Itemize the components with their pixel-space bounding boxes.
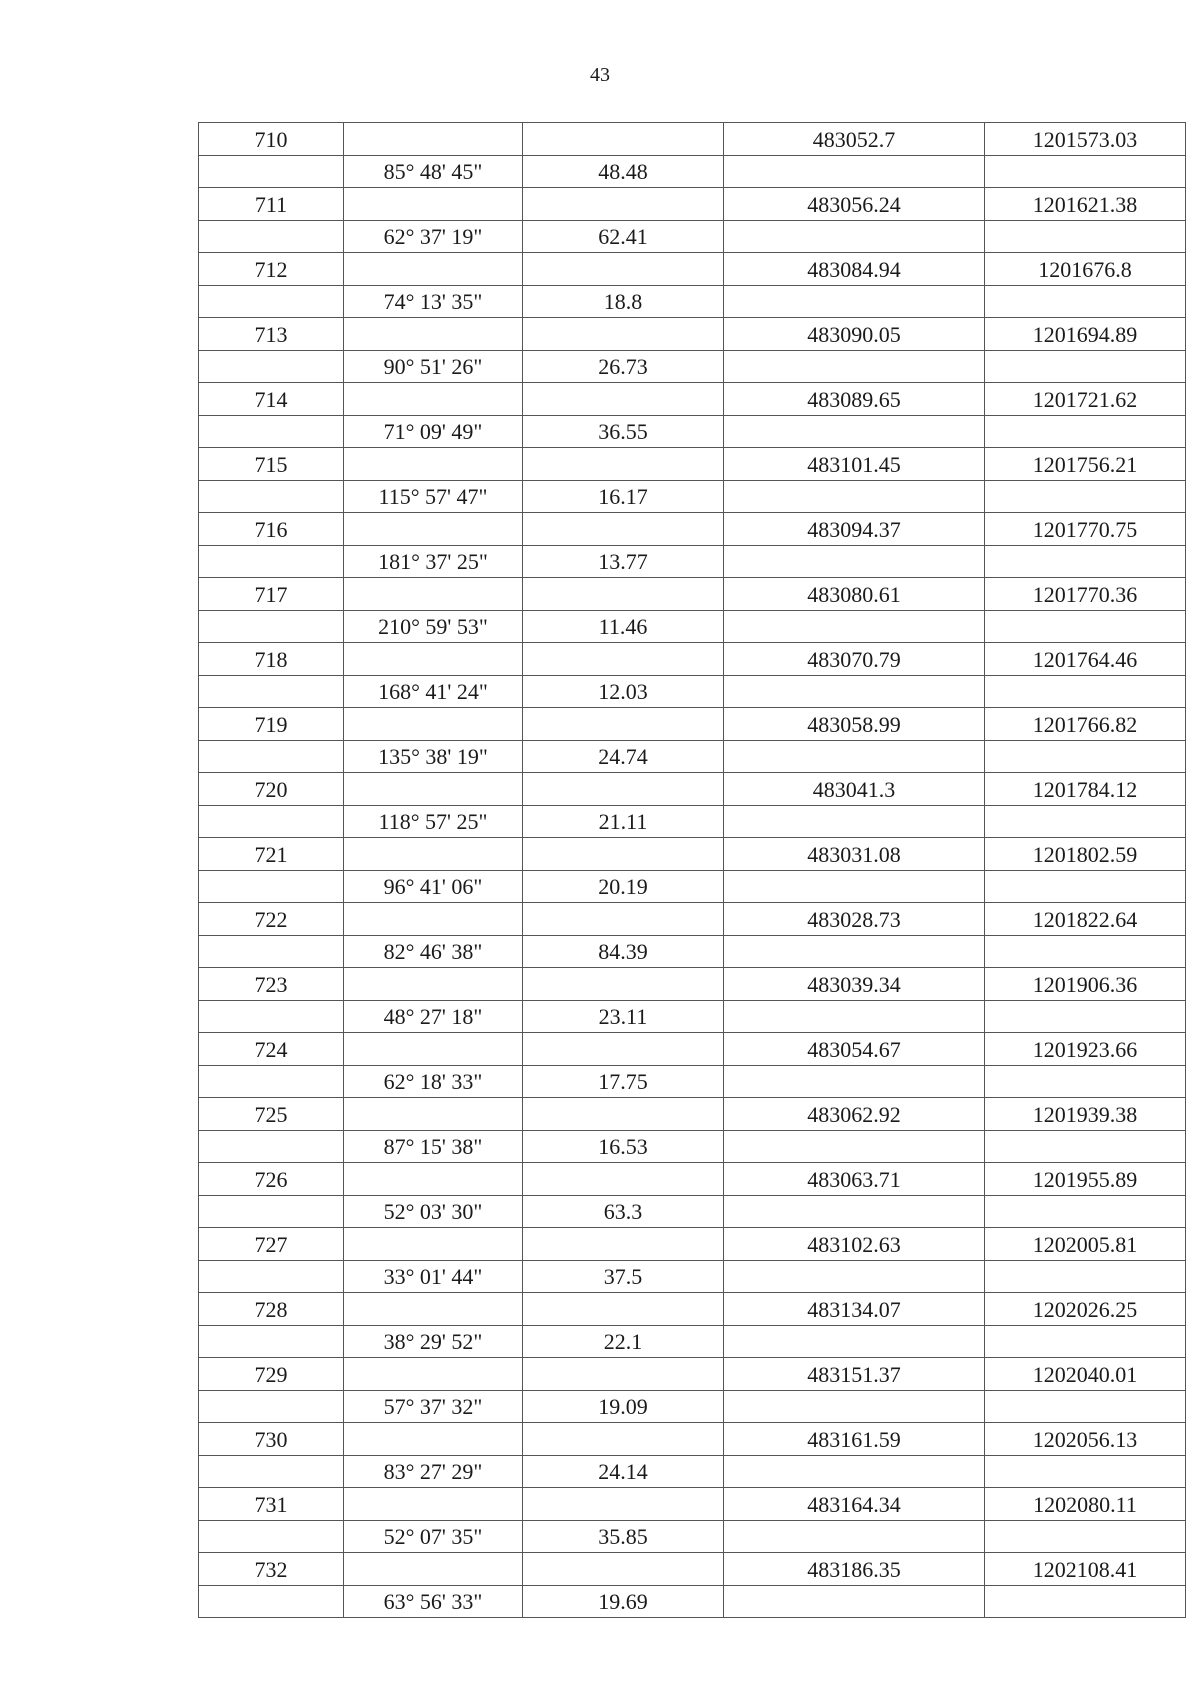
point-number-cell: 732 xyxy=(199,1553,344,1586)
x-coordinate-cell: 483041.3 xyxy=(724,773,985,806)
direction-angle-cell: 52° 07' 35" xyxy=(344,1521,523,1553)
point-row xyxy=(199,708,1186,741)
point-number-cell xyxy=(199,936,344,968)
direction-angle-cell xyxy=(344,123,523,156)
y-coordinate-cell xyxy=(985,1391,1186,1423)
y-coordinate-cell: 1202056.13 xyxy=(985,1423,1186,1456)
x-coordinate-cell xyxy=(724,1001,985,1033)
y-coordinate-cell xyxy=(985,936,1186,968)
x-coordinate-cell xyxy=(724,871,985,903)
direction-angle-cell: 181° 37' 25" xyxy=(344,546,523,578)
x-coordinate-cell xyxy=(724,481,985,513)
point-number-cell xyxy=(199,1066,344,1098)
x-coordinate-cell: 483101.45 xyxy=(724,448,985,481)
y-coordinate-cell xyxy=(985,1131,1186,1163)
coordinates-table-body xyxy=(199,123,1186,1618)
point-number-cell: 712 xyxy=(199,253,344,286)
direction-angle-cell: 71° 09' 49" xyxy=(344,416,523,448)
y-coordinate-cell: 1201770.75 xyxy=(985,513,1186,546)
point-number-cell xyxy=(199,546,344,578)
point-number-cell: 711 xyxy=(199,188,344,221)
direction-angle-cell: 63° 56' 33" xyxy=(344,1586,523,1618)
direction-angle-cell: 90° 51' 26" xyxy=(344,351,523,383)
y-coordinate-cell: 1201770.36 xyxy=(985,578,1186,611)
point-number-cell: 727 xyxy=(199,1228,344,1261)
distance-cell: 62.41 xyxy=(523,221,724,253)
y-coordinate-cell xyxy=(985,1521,1186,1553)
point-number-cell: 723 xyxy=(199,968,344,1001)
segment-row xyxy=(199,1001,1186,1033)
point-row xyxy=(199,513,1186,546)
point-number-cell xyxy=(199,156,344,188)
y-coordinate-cell xyxy=(985,871,1186,903)
segment-row xyxy=(199,1521,1186,1553)
point-number-cell: 721 xyxy=(199,838,344,871)
x-coordinate-cell: 483054.67 xyxy=(724,1033,985,1066)
distance-cell: 16.17 xyxy=(523,481,724,513)
distance-cell: 13.77 xyxy=(523,546,724,578)
y-coordinate-cell: 1201573.03 xyxy=(985,123,1186,156)
point-number-cell: 720 xyxy=(199,773,344,806)
point-row xyxy=(199,1098,1186,1131)
x-coordinate-cell xyxy=(724,676,985,708)
point-row xyxy=(199,448,1186,481)
x-coordinate-cell: 483062.92 xyxy=(724,1098,985,1131)
point-number-cell: 715 xyxy=(199,448,344,481)
direction-angle-cell: 62° 37' 19" xyxy=(344,221,523,253)
y-coordinate-cell xyxy=(985,1586,1186,1618)
direction-angle-cell xyxy=(344,1293,523,1326)
distance-cell: 35.85 xyxy=(523,1521,724,1553)
y-coordinate-cell: 1201939.38 xyxy=(985,1098,1186,1131)
segment-row xyxy=(199,741,1186,773)
y-coordinate-cell: 1201822.64 xyxy=(985,903,1186,936)
x-coordinate-cell: 483134.07 xyxy=(724,1293,985,1326)
segment-row xyxy=(199,1326,1186,1358)
point-number-cell: 718 xyxy=(199,643,344,676)
x-coordinate-cell: 483056.24 xyxy=(724,188,985,221)
point-number-cell: 713 xyxy=(199,318,344,351)
segment-row xyxy=(199,1131,1186,1163)
point-row xyxy=(199,1228,1186,1261)
y-coordinate-cell xyxy=(985,806,1186,838)
point-row xyxy=(199,968,1186,1001)
segment-row xyxy=(199,936,1186,968)
point-number-cell xyxy=(199,611,344,643)
direction-angle-cell: 57° 37' 32" xyxy=(344,1391,523,1423)
x-coordinate-cell xyxy=(724,221,985,253)
point-number-cell xyxy=(199,741,344,773)
y-coordinate-cell: 1201906.36 xyxy=(985,968,1186,1001)
x-coordinate-cell xyxy=(724,936,985,968)
point-number-cell xyxy=(199,1131,344,1163)
x-coordinate-cell: 483052.7 xyxy=(724,123,985,156)
x-coordinate-cell xyxy=(724,1131,985,1163)
point-row xyxy=(199,188,1186,221)
point-number-cell: 719 xyxy=(199,708,344,741)
y-coordinate-cell: 1201766.82 xyxy=(985,708,1186,741)
direction-angle-cell: 74° 13' 35" xyxy=(344,286,523,318)
direction-angle-cell xyxy=(344,1423,523,1456)
point-row xyxy=(199,253,1186,286)
y-coordinate-cell xyxy=(985,1326,1186,1358)
point-row xyxy=(199,903,1186,936)
x-coordinate-cell: 483039.34 xyxy=(724,968,985,1001)
point-number-cell: 731 xyxy=(199,1488,344,1521)
segment-row xyxy=(199,221,1186,253)
point-row xyxy=(199,123,1186,156)
direction-angle-cell: 33° 01' 44" xyxy=(344,1261,523,1293)
distance-cell: 36.55 xyxy=(523,416,724,448)
distance-cell: 12.03 xyxy=(523,676,724,708)
direction-angle-cell xyxy=(344,253,523,286)
point-row xyxy=(199,643,1186,676)
direction-angle-cell: 82° 46' 38" xyxy=(344,936,523,968)
x-coordinate-cell xyxy=(724,1326,985,1358)
segment-row xyxy=(199,611,1186,643)
segment-row xyxy=(199,1261,1186,1293)
segment-row xyxy=(199,1066,1186,1098)
distance-cell xyxy=(523,838,724,871)
point-number-cell xyxy=(199,221,344,253)
x-coordinate-cell xyxy=(724,611,985,643)
direction-angle-cell xyxy=(344,578,523,611)
direction-angle-cell xyxy=(344,188,523,221)
point-number-cell: 724 xyxy=(199,1033,344,1066)
y-coordinate-cell: 1201764.46 xyxy=(985,643,1186,676)
direction-angle-cell xyxy=(344,318,523,351)
direction-angle-cell: 87° 15' 38" xyxy=(344,1131,523,1163)
y-coordinate-cell xyxy=(985,481,1186,513)
point-number-cell: 716 xyxy=(199,513,344,546)
point-row xyxy=(199,1488,1186,1521)
segment-row xyxy=(199,871,1186,903)
point-number-cell: 725 xyxy=(199,1098,344,1131)
direction-angle-cell xyxy=(344,1033,523,1066)
distance-cell: 22.1 xyxy=(523,1326,724,1358)
direction-angle-cell xyxy=(344,838,523,871)
x-coordinate-cell: 483089.65 xyxy=(724,383,985,416)
distance-cell xyxy=(523,708,724,741)
y-coordinate-cell xyxy=(985,416,1186,448)
distance-cell xyxy=(523,1228,724,1261)
x-coordinate-cell xyxy=(724,1586,985,1618)
direction-angle-cell: 168° 41' 24" xyxy=(344,676,523,708)
point-number-cell xyxy=(199,1456,344,1488)
y-coordinate-cell: 1202080.11 xyxy=(985,1488,1186,1521)
direction-angle-cell: 115° 57' 47" xyxy=(344,481,523,513)
distance-cell: 23.11 xyxy=(523,1001,724,1033)
distance-cell: 24.14 xyxy=(523,1456,724,1488)
segment-row xyxy=(199,1391,1186,1423)
direction-angle-cell: 52° 03' 30" xyxy=(344,1196,523,1228)
segment-row xyxy=(199,351,1186,383)
distance-cell xyxy=(523,903,724,936)
point-number-cell xyxy=(199,1586,344,1618)
point-number-cell xyxy=(199,416,344,448)
direction-angle-cell xyxy=(344,1163,523,1196)
y-coordinate-cell: 1201721.62 xyxy=(985,383,1186,416)
direction-angle-cell xyxy=(344,448,523,481)
distance-cell xyxy=(523,513,724,546)
y-coordinate-cell: 1201621.38 xyxy=(985,188,1186,221)
point-number-cell: 722 xyxy=(199,903,344,936)
point-number-cell xyxy=(199,351,344,383)
direction-angle-cell xyxy=(344,1488,523,1521)
point-row xyxy=(199,578,1186,611)
page-number: 43 xyxy=(590,64,610,86)
distance-cell xyxy=(523,123,724,156)
direction-angle-cell: 135° 38' 19" xyxy=(344,741,523,773)
direction-angle-cell: 38° 29' 52" xyxy=(344,1326,523,1358)
point-number-cell xyxy=(199,1001,344,1033)
y-coordinate-cell xyxy=(985,221,1186,253)
distance-cell xyxy=(523,1163,724,1196)
y-coordinate-cell xyxy=(985,1196,1186,1228)
distance-cell xyxy=(523,253,724,286)
distance-cell xyxy=(523,578,724,611)
distance-cell: 20.19 xyxy=(523,871,724,903)
distance-cell: 24.74 xyxy=(523,741,724,773)
distance-cell: 11.46 xyxy=(523,611,724,643)
point-number-cell xyxy=(199,286,344,318)
point-number-cell xyxy=(199,1196,344,1228)
distance-cell: 48.48 xyxy=(523,156,724,188)
point-number-cell: 710 xyxy=(199,123,344,156)
point-row xyxy=(199,838,1186,871)
y-coordinate-cell xyxy=(985,1261,1186,1293)
point-number-cell xyxy=(199,676,344,708)
y-coordinate-cell: 1201802.59 xyxy=(985,838,1186,871)
x-coordinate-cell xyxy=(724,1391,985,1423)
point-number-cell xyxy=(199,1521,344,1553)
distance-cell xyxy=(523,773,724,806)
x-coordinate-cell xyxy=(724,1521,985,1553)
point-number-cell xyxy=(199,1261,344,1293)
x-coordinate-cell: 483080.61 xyxy=(724,578,985,611)
direction-angle-cell: 85° 48' 45" xyxy=(344,156,523,188)
distance-cell xyxy=(523,1553,724,1586)
x-coordinate-cell xyxy=(724,416,985,448)
distance-cell: 37.5 xyxy=(523,1261,724,1293)
y-coordinate-cell xyxy=(985,741,1186,773)
x-coordinate-cell xyxy=(724,1456,985,1488)
segment-row xyxy=(199,546,1186,578)
direction-angle-cell: 210° 59' 53" xyxy=(344,611,523,643)
segment-row xyxy=(199,1456,1186,1488)
y-coordinate-cell xyxy=(985,676,1186,708)
x-coordinate-cell: 483151.37 xyxy=(724,1358,985,1391)
point-row xyxy=(199,318,1186,351)
x-coordinate-cell xyxy=(724,1066,985,1098)
point-row xyxy=(199,1358,1186,1391)
segment-row xyxy=(199,286,1186,318)
distance-cell xyxy=(523,968,724,1001)
y-coordinate-cell: 1201694.89 xyxy=(985,318,1186,351)
y-coordinate-cell: 1202040.01 xyxy=(985,1358,1186,1391)
distance-cell: 26.73 xyxy=(523,351,724,383)
direction-angle-cell xyxy=(344,968,523,1001)
point-number-cell: 730 xyxy=(199,1423,344,1456)
segment-row xyxy=(199,676,1186,708)
segment-row xyxy=(199,481,1186,513)
x-coordinate-cell: 483164.34 xyxy=(724,1488,985,1521)
direction-angle-cell xyxy=(344,513,523,546)
point-number-cell xyxy=(199,481,344,513)
distance-cell: 18.8 xyxy=(523,286,724,318)
direction-angle-cell xyxy=(344,383,523,416)
y-coordinate-cell: 1201955.89 xyxy=(985,1163,1186,1196)
direction-angle-cell: 83° 27' 29" xyxy=(344,1456,523,1488)
distance-cell: 21.11 xyxy=(523,806,724,838)
x-coordinate-cell xyxy=(724,286,985,318)
y-coordinate-cell: 1202108.41 xyxy=(985,1553,1186,1586)
y-coordinate-cell xyxy=(985,1066,1186,1098)
direction-angle-cell xyxy=(344,1228,523,1261)
direction-angle-cell: 96° 41' 06" xyxy=(344,871,523,903)
segment-row xyxy=(199,156,1186,188)
distance-cell xyxy=(523,1488,724,1521)
distance-cell: 19.09 xyxy=(523,1391,724,1423)
point-number-cell: 729 xyxy=(199,1358,344,1391)
segment-row xyxy=(199,806,1186,838)
distance-cell xyxy=(523,1423,724,1456)
y-coordinate-cell: 1201784.12 xyxy=(985,773,1186,806)
direction-angle-cell: 62° 18' 33" xyxy=(344,1066,523,1098)
x-coordinate-cell: 483161.59 xyxy=(724,1423,985,1456)
direction-angle-cell: 48° 27' 18" xyxy=(344,1001,523,1033)
direction-angle-cell xyxy=(344,1553,523,1586)
point-number-cell xyxy=(199,871,344,903)
x-coordinate-cell: 483031.08 xyxy=(724,838,985,871)
x-coordinate-cell: 483063.71 xyxy=(724,1163,985,1196)
distance-cell xyxy=(523,383,724,416)
x-coordinate-cell: 483058.99 xyxy=(724,708,985,741)
x-coordinate-cell xyxy=(724,546,985,578)
distance-cell: 63.3 xyxy=(523,1196,724,1228)
x-coordinate-cell xyxy=(724,741,985,773)
direction-angle-cell xyxy=(344,643,523,676)
distance-cell xyxy=(523,448,724,481)
point-row xyxy=(199,383,1186,416)
x-coordinate-cell xyxy=(724,156,985,188)
y-coordinate-cell xyxy=(985,546,1186,578)
direction-angle-cell: 118° 57' 25" xyxy=(344,806,523,838)
x-coordinate-cell xyxy=(724,806,985,838)
distance-cell xyxy=(523,1098,724,1131)
x-coordinate-cell xyxy=(724,351,985,383)
distance-cell: 17.75 xyxy=(523,1066,724,1098)
point-number-cell xyxy=(199,806,344,838)
x-coordinate-cell: 483090.05 xyxy=(724,318,985,351)
y-coordinate-cell: 1201756.21 xyxy=(985,448,1186,481)
direction-angle-cell xyxy=(344,903,523,936)
distance-cell xyxy=(523,1358,724,1391)
x-coordinate-cell: 483084.94 xyxy=(724,253,985,286)
point-number-cell xyxy=(199,1326,344,1358)
distance-cell: 16.53 xyxy=(523,1131,724,1163)
distance-cell xyxy=(523,643,724,676)
distance-cell: 19.69 xyxy=(523,1586,724,1618)
y-coordinate-cell xyxy=(985,611,1186,643)
point-row xyxy=(199,1553,1186,1586)
point-number-cell: 728 xyxy=(199,1293,344,1326)
segment-row xyxy=(199,1196,1186,1228)
point-number-cell: 726 xyxy=(199,1163,344,1196)
point-number-cell: 717 xyxy=(199,578,344,611)
x-coordinate-cell xyxy=(724,1196,985,1228)
direction-angle-cell xyxy=(344,708,523,741)
x-coordinate-cell: 483070.79 xyxy=(724,643,985,676)
y-coordinate-cell: 1201923.66 xyxy=(985,1033,1186,1066)
y-coordinate-cell: 1201676.8 xyxy=(985,253,1186,286)
y-coordinate-cell xyxy=(985,1001,1186,1033)
distance-cell xyxy=(523,1033,724,1066)
point-row xyxy=(199,1163,1186,1196)
point-number-cell xyxy=(199,1391,344,1423)
y-coordinate-cell xyxy=(985,1456,1186,1488)
distance-cell xyxy=(523,318,724,351)
point-number-cell: 714 xyxy=(199,383,344,416)
y-coordinate-cell: 1202005.81 xyxy=(985,1228,1186,1261)
x-coordinate-cell xyxy=(724,1261,985,1293)
direction-angle-cell xyxy=(344,1098,523,1131)
y-coordinate-cell xyxy=(985,286,1186,318)
point-row xyxy=(199,1293,1186,1326)
direction-angle-cell xyxy=(344,1358,523,1391)
x-coordinate-cell: 483094.37 xyxy=(724,513,985,546)
distance-cell xyxy=(523,188,724,221)
segment-row xyxy=(199,1586,1186,1618)
point-row xyxy=(199,1033,1186,1066)
y-coordinate-cell xyxy=(985,156,1186,188)
x-coordinate-cell: 483028.73 xyxy=(724,903,985,936)
distance-cell xyxy=(523,1293,724,1326)
point-row xyxy=(199,773,1186,806)
direction-angle-cell xyxy=(344,773,523,806)
y-coordinate-cell xyxy=(985,351,1186,383)
coordinates-table xyxy=(198,122,1186,1618)
x-coordinate-cell: 483186.35 xyxy=(724,1553,985,1586)
point-row xyxy=(199,1423,1186,1456)
segment-row xyxy=(199,416,1186,448)
x-coordinate-cell: 483102.63 xyxy=(724,1228,985,1261)
y-coordinate-cell: 1202026.25 xyxy=(985,1293,1186,1326)
distance-cell: 84.39 xyxy=(523,936,724,968)
